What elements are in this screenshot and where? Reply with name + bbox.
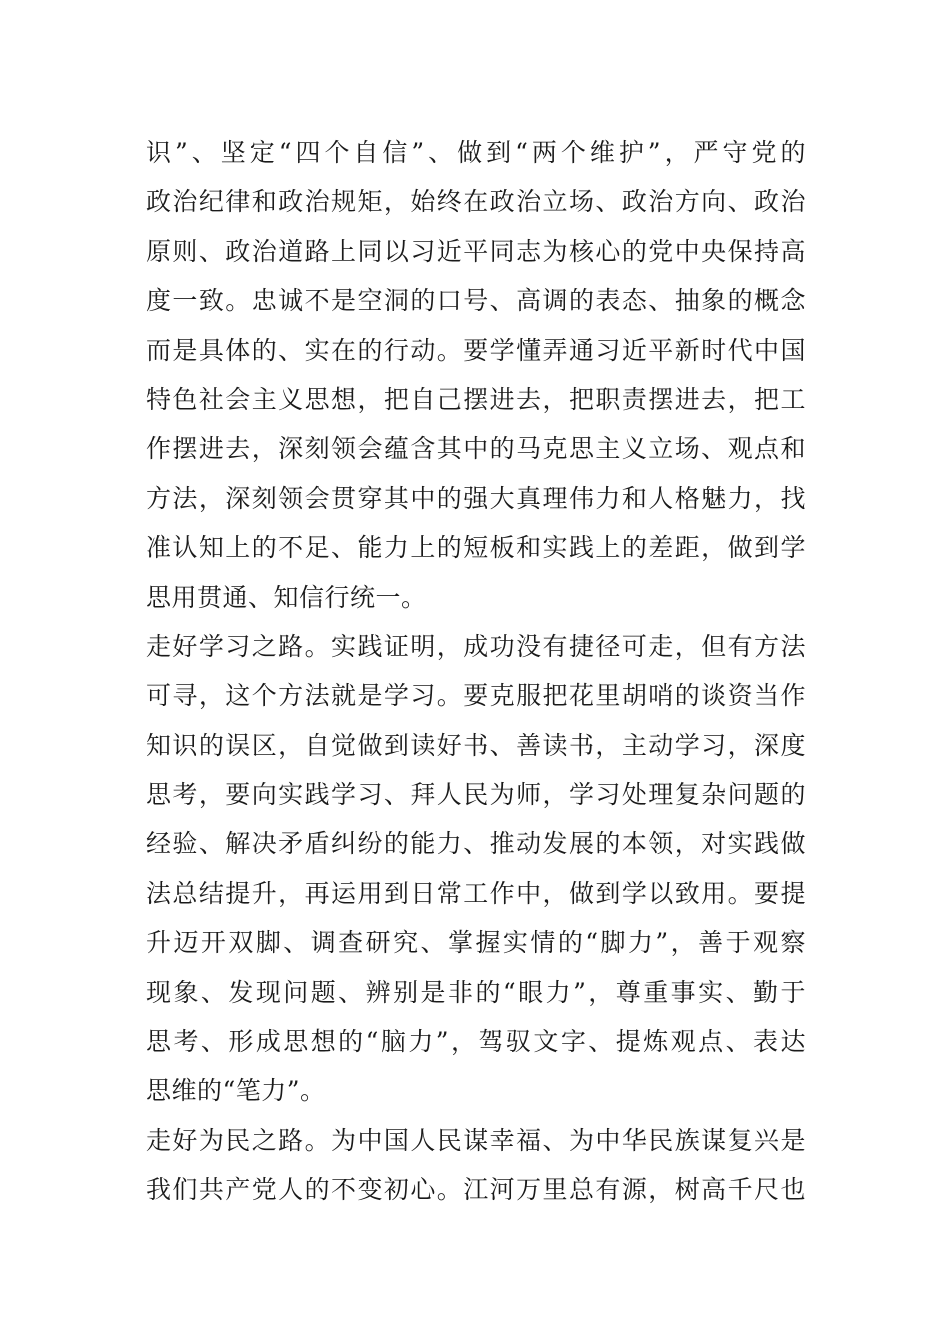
text-line: 可寻，这个方法就是学习。要克服把花里胡哨的谈资当作 [146, 681, 806, 711]
text-line: 思考、形成思想的“脑力”，驾驭文字、提炼观点、表达 [146, 1027, 806, 1057]
text-line: 走好学习之路。实践证明，成功没有捷径可走，但有方法 [146, 631, 806, 661]
text-line: 知识的误区，自觉做到读好书、善读书，主动学习，深度 [146, 730, 806, 760]
text-line: 现象、发现问题、辨别是非的“眼力”，尊重事实、勤于 [146, 977, 806, 1007]
text-line: 特色社会主义思想，把自己摆进去，把职责摆进去，把工 [146, 384, 806, 414]
text-line: 我们共产党人的不变初心。江河万里总有源，树高千尺也 [146, 1175, 806, 1205]
text-line: 思考，要向实践学习、拜人民为师，学习处理复杂问题的 [146, 780, 806, 810]
text-line: 法总结提升，再运用到日常工作中，做到学以致用。要提 [146, 878, 806, 908]
text-line: 思用贯通、知信行统一。 [146, 582, 427, 612]
text-line: 而是具体的、实在的行动。要学懂弄通习近平新时代中国 [146, 335, 806, 365]
text-line: 思维的“笔力”。 [146, 1076, 326, 1106]
text-line: 度一致。忠诚不是空洞的口号、高调的表态、抽象的概念 [146, 286, 806, 316]
text-line: 准认知上的不足、能力上的短板和实践上的差距，做到学 [146, 533, 806, 563]
text-line: 升迈开双脚、调查研究、掌握实情的“脚力”，善于观察 [146, 928, 806, 958]
text-line: 原则、政治道路上同以习近平同志为核心的党中央保持高 [146, 236, 806, 266]
text-line: 方法，深刻领会贯穿其中的强大真理伟力和人格魅力，找 [146, 483, 806, 513]
text-line: 识”、坚定“四个自信”、做到“两个维护”，严守党的 [146, 138, 806, 167]
text-line: 作摆进去，深刻领会蕴含其中的马克思主义立场、观点和 [146, 434, 806, 464]
text-line: 走好为民之路。为中国人民谋幸福、为中华民族谋复兴是 [146, 1125, 806, 1155]
text-line: 政治纪律和政治规矩，始终在政治立场、政治方向、政治 [146, 187, 806, 217]
text-line: 经验、解决矛盾纠纷的能力、推动发展的本领，对实践做 [146, 829, 806, 859]
body-text [146, 128, 806, 1215]
